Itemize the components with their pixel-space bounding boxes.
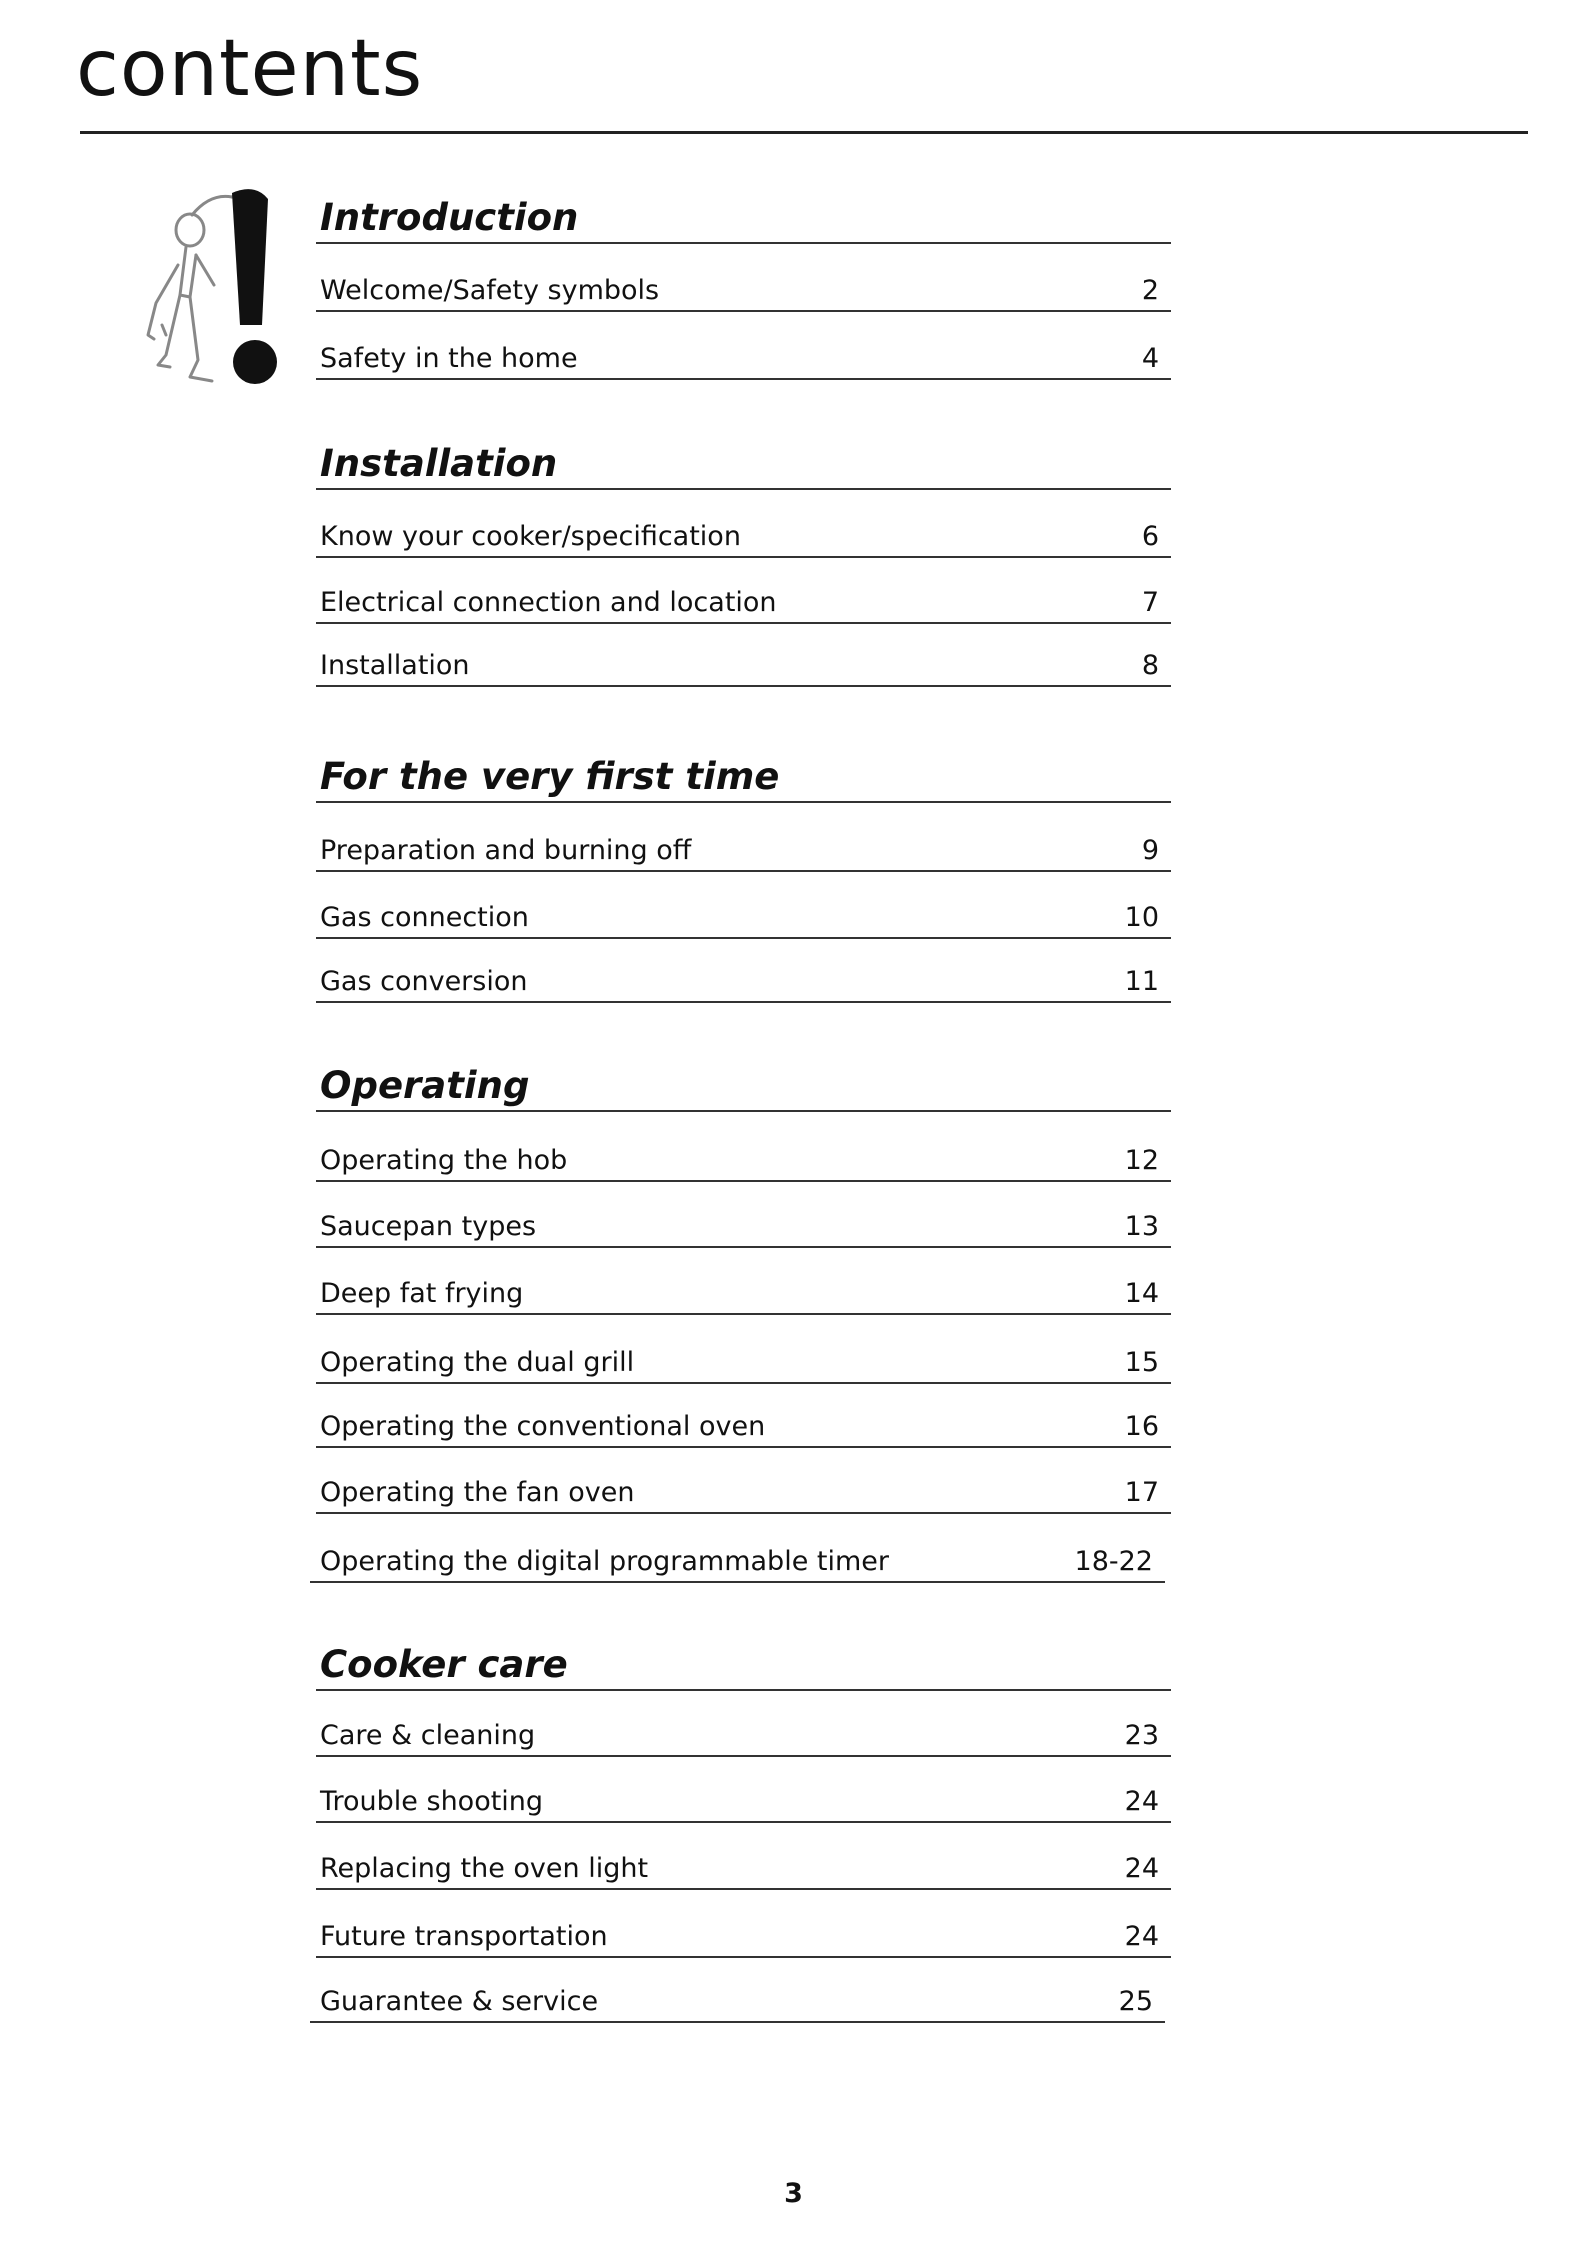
entry-label: Gas conversion xyxy=(320,966,528,997)
section-heading-installation: Installation xyxy=(316,444,1171,490)
entry-label: Operating the fan oven xyxy=(320,1477,635,1508)
entry-page: 25 xyxy=(1118,1986,1153,2017)
toc-entry[interactable] xyxy=(316,959,1171,1003)
entry-label: Operating the hob xyxy=(320,1145,568,1176)
entry-page: 24 xyxy=(1124,1786,1159,1817)
entry-page: 24 xyxy=(1124,1853,1159,1884)
section-heading-operating: Operating xyxy=(316,1066,1171,1112)
entry-label: Guarantee & service xyxy=(320,1986,599,2017)
toc-entry[interactable] xyxy=(316,1271,1171,1315)
entry-page: 7 xyxy=(1141,587,1159,618)
entry-page: 18-22 xyxy=(1074,1546,1153,1577)
toc-entry[interactable] xyxy=(316,1914,1171,1958)
entry-label: Trouble shooting xyxy=(320,1786,544,1817)
toc-entry[interactable] xyxy=(310,1979,1165,2023)
section-heading-introduction: Introduction xyxy=(316,198,1171,244)
entry-label: Know your cooker/specification xyxy=(320,521,741,552)
toc-entry[interactable] xyxy=(316,1340,1171,1384)
entry-page: 2 xyxy=(1141,275,1159,306)
entry-page: 6 xyxy=(1141,521,1159,552)
toc-entry[interactable] xyxy=(316,336,1171,380)
entry-label: Saucepan types xyxy=(320,1211,537,1242)
toc-entry[interactable] xyxy=(316,1779,1171,1823)
entry-page: 16 xyxy=(1124,1411,1159,1442)
toc-entry[interactable] xyxy=(316,1713,1171,1757)
entry-page: 12 xyxy=(1124,1145,1159,1176)
entry-label: Installation xyxy=(320,650,470,681)
entry-label: Operating the digital programmable timer xyxy=(320,1546,889,1577)
toc-entry[interactable] xyxy=(316,1138,1171,1182)
toc-entry[interactable] xyxy=(310,1539,1165,1583)
entry-page: 14 xyxy=(1124,1278,1159,1309)
entry-label: Electrical connection and location xyxy=(320,587,777,618)
entry-label: Gas connection xyxy=(320,902,529,933)
entry-page: 10 xyxy=(1124,902,1159,933)
entry-page: 4 xyxy=(1141,343,1159,374)
toc-entry[interactable] xyxy=(316,895,1171,939)
toc-entry[interactable] xyxy=(316,1846,1171,1890)
toc-entry[interactable] xyxy=(316,643,1171,687)
toc-entry[interactable] xyxy=(316,1204,1171,1248)
entry-page: 15 xyxy=(1124,1347,1159,1378)
entry-label: Operating the dual grill xyxy=(320,1347,635,1378)
section-heading-cooker-care: Cooker care xyxy=(316,1645,1171,1691)
entry-page: 24 xyxy=(1124,1921,1159,1952)
page-title: contents xyxy=(76,24,424,114)
entry-page: 8 xyxy=(1141,650,1159,681)
toc-entry[interactable] xyxy=(316,580,1171,624)
toc-entry[interactable] xyxy=(316,268,1171,312)
page-number: 3 xyxy=(784,2178,803,2209)
entry-page: 17 xyxy=(1124,1477,1159,1508)
section-heading-first-time: For the very first time xyxy=(316,757,1171,803)
entry-page: 13 xyxy=(1124,1211,1159,1242)
entry-label: Future transportation xyxy=(320,1921,608,1952)
entry-page: 23 xyxy=(1124,1720,1159,1751)
entry-label: Welcome/Safety symbols xyxy=(320,275,660,306)
entry-label: Deep fat frying xyxy=(320,1278,524,1309)
entry-page: 9 xyxy=(1141,835,1159,866)
title-divider xyxy=(80,131,1528,134)
entry-label: Care & cleaning xyxy=(320,1720,536,1751)
entry-label: Operating the conventional oven xyxy=(320,1411,766,1442)
toc-entry[interactable] xyxy=(316,1404,1171,1448)
exclamation-figure-icon xyxy=(140,185,290,390)
entry-page: 11 xyxy=(1124,966,1159,997)
toc-entry[interactable] xyxy=(316,828,1171,872)
entry-label: Safety in the home xyxy=(320,343,578,374)
toc-entry[interactable] xyxy=(316,1470,1171,1514)
entry-label: Preparation and burning off xyxy=(320,835,692,866)
toc-entry[interactable] xyxy=(316,514,1171,558)
entry-label: Replacing the oven light xyxy=(320,1853,649,1884)
